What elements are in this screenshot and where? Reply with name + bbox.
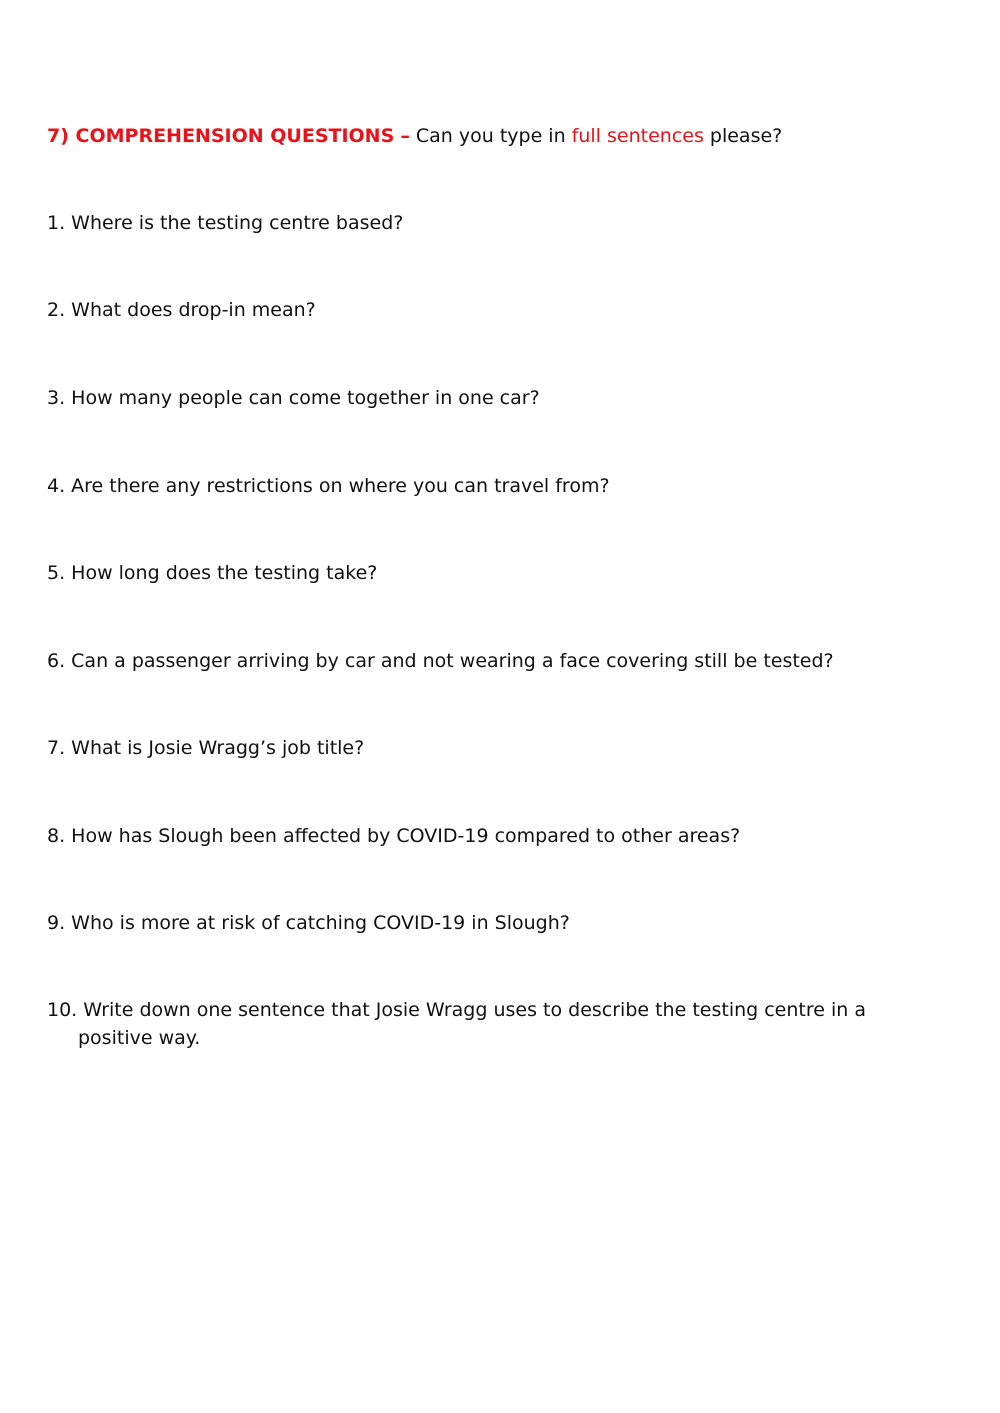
heading-emphasis: full sentences <box>571 125 704 147</box>
question-4: 4. Are there any restrictions on where you can travel from? <box>47 475 610 497</box>
question-5: 5. How long does the testing take? <box>47 562 378 584</box>
section-heading <box>47 122 967 150</box>
question-1: 1. Where is the testing centre based? <box>47 212 404 234</box>
question-10: 10. Write down one sentence that Josie Wragg uses to describe the testing centre in a positive way. <box>47 999 866 1049</box>
question-8: 8. How has Slough been affected by COVID-19 compared to other areas? <box>47 825 741 847</box>
question-7: 7. What is Josie Wragg’s job title? <box>47 737 365 759</box>
question-9: 9. Who is more at risk of catching COVID-19 in Slough? <box>47 912 570 934</box>
question-3: 3. How many people can come together in one car? <box>47 387 540 409</box>
question-2: 2. What does drop-in mean? <box>47 299 316 321</box>
heading-dash: – <box>400 125 410 147</box>
heading-label: 7) COMPREHENSION QUESTIONS <box>47 125 395 147</box>
heading-instruction-start: Can you type in <box>415 125 566 147</box>
heading-instruction-end: please? <box>709 125 783 147</box>
question-6: 6. Can a passenger arriving by car and not wearing a face covering still be tested? <box>47 650 834 672</box>
